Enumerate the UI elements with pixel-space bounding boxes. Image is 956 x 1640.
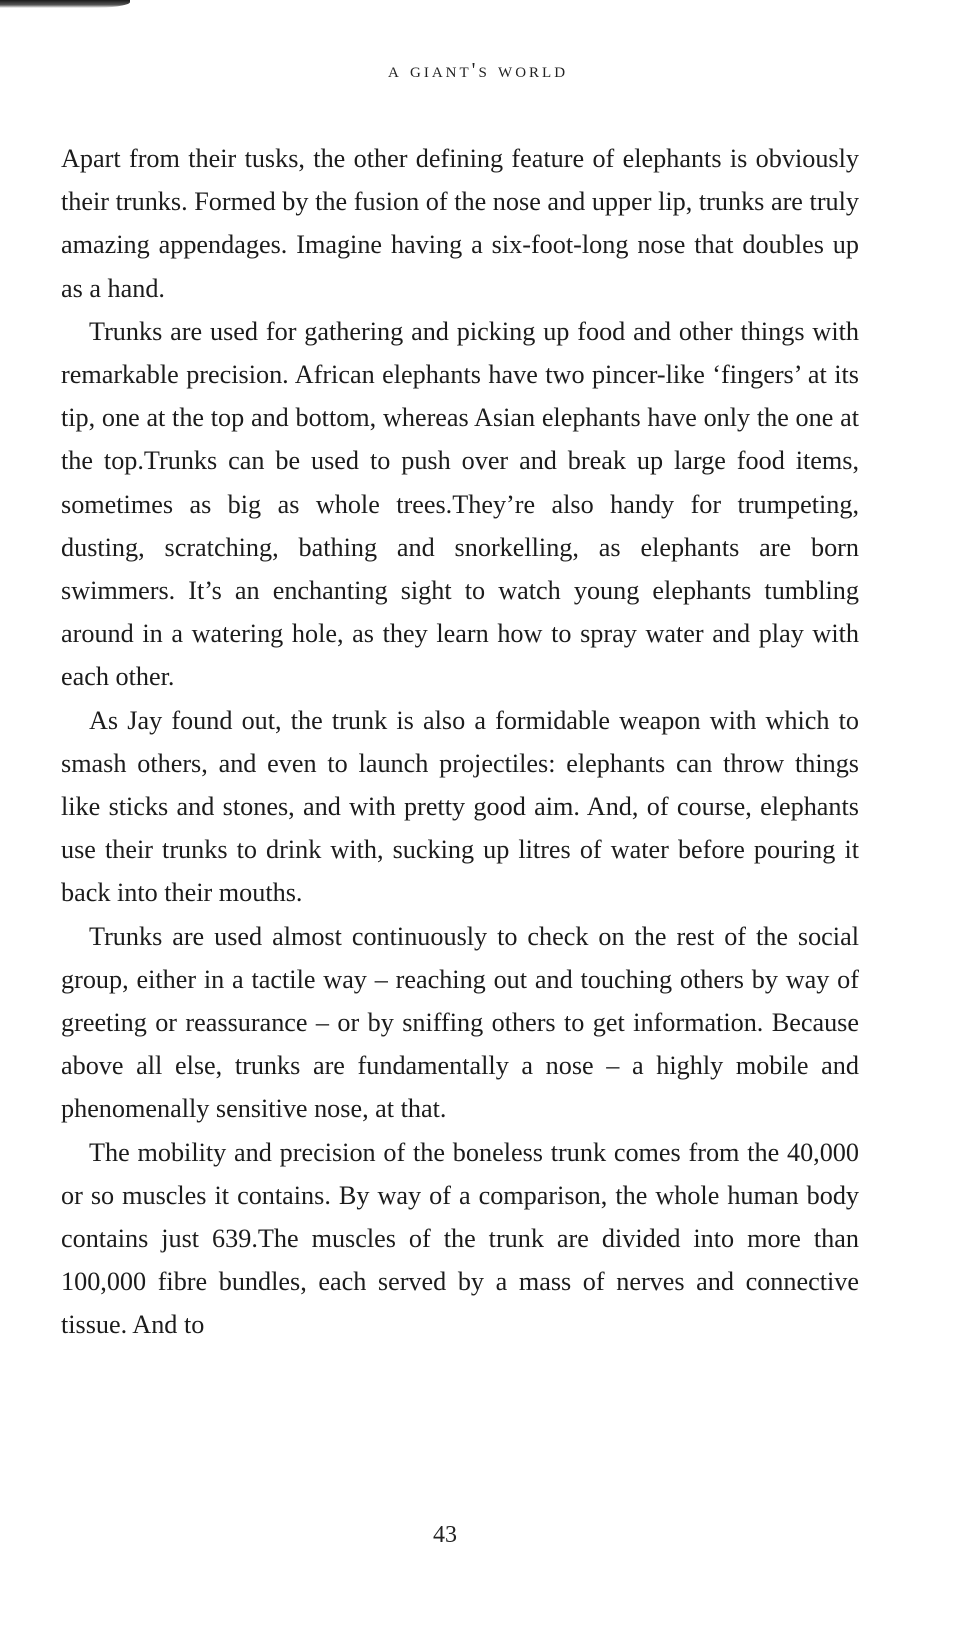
body-text bbox=[61, 137, 859, 1347]
paragraph: The mobility and precision of the boneless trunk comes from the 40,000 or so muscles it contains. By way of a comparison, the whole human body contains just 639.The muscles of the trunk are divided into more than 100,000 fibre bundles, each served by a mass of nerves and connective tissue. And to bbox=[61, 1137, 859, 1340]
running-head: a giant's world bbox=[387, 58, 569, 82]
paragraph: Trunks are used almost continuously to check on the rest of the social group, either in a tactile way – reaching out and touching others by way of greeting or reassurance – or by sniffing others to get information. Because above all else, trunks are fundamentally a nose – a highly mobile and phenomenally sensitive nose, at that. bbox=[61, 921, 859, 1124]
paragraph: As Jay found out, the trunk is also a formidable weapon with which to smash others, and even to launch projectiles: elephants can throw things like sticks and stones, and with pretty good aim. And, of course, elephants use their trunks to drink with, sucking up litres of water before pouring it back into their mouths. bbox=[61, 705, 859, 908]
paragraph: Apart from their tusks, the other defining feature of elephants is obviously their trunks. Formed by the fusion of the nose and upper lip, trunks are truly amazing appendages. Imagine having a six-foot-long nose that doubles up as a hand. bbox=[61, 144, 859, 303]
scan-edge-shadow bbox=[0, 0, 130, 8]
paragraph: Trunks are used for gathering and picking up food and other things with remarkable precision. African elephants have two pincer-like ‘fingers’ at its tip, one at the top and bottom, whereas Asian elephants have only the one at the top.Trunks can be used to push over and break up large food items, sometimes as big as whole trees.They’re also handy for trumpeting, dusting, scratching, bathing and snorkelling, as elephants are born swimmers. It’s an enchanting sight to watch young elephants tumbling around in a watering hole, as they learn how to spray water and play with each other. bbox=[61, 316, 859, 692]
page-number: 43 bbox=[433, 1522, 457, 1548]
